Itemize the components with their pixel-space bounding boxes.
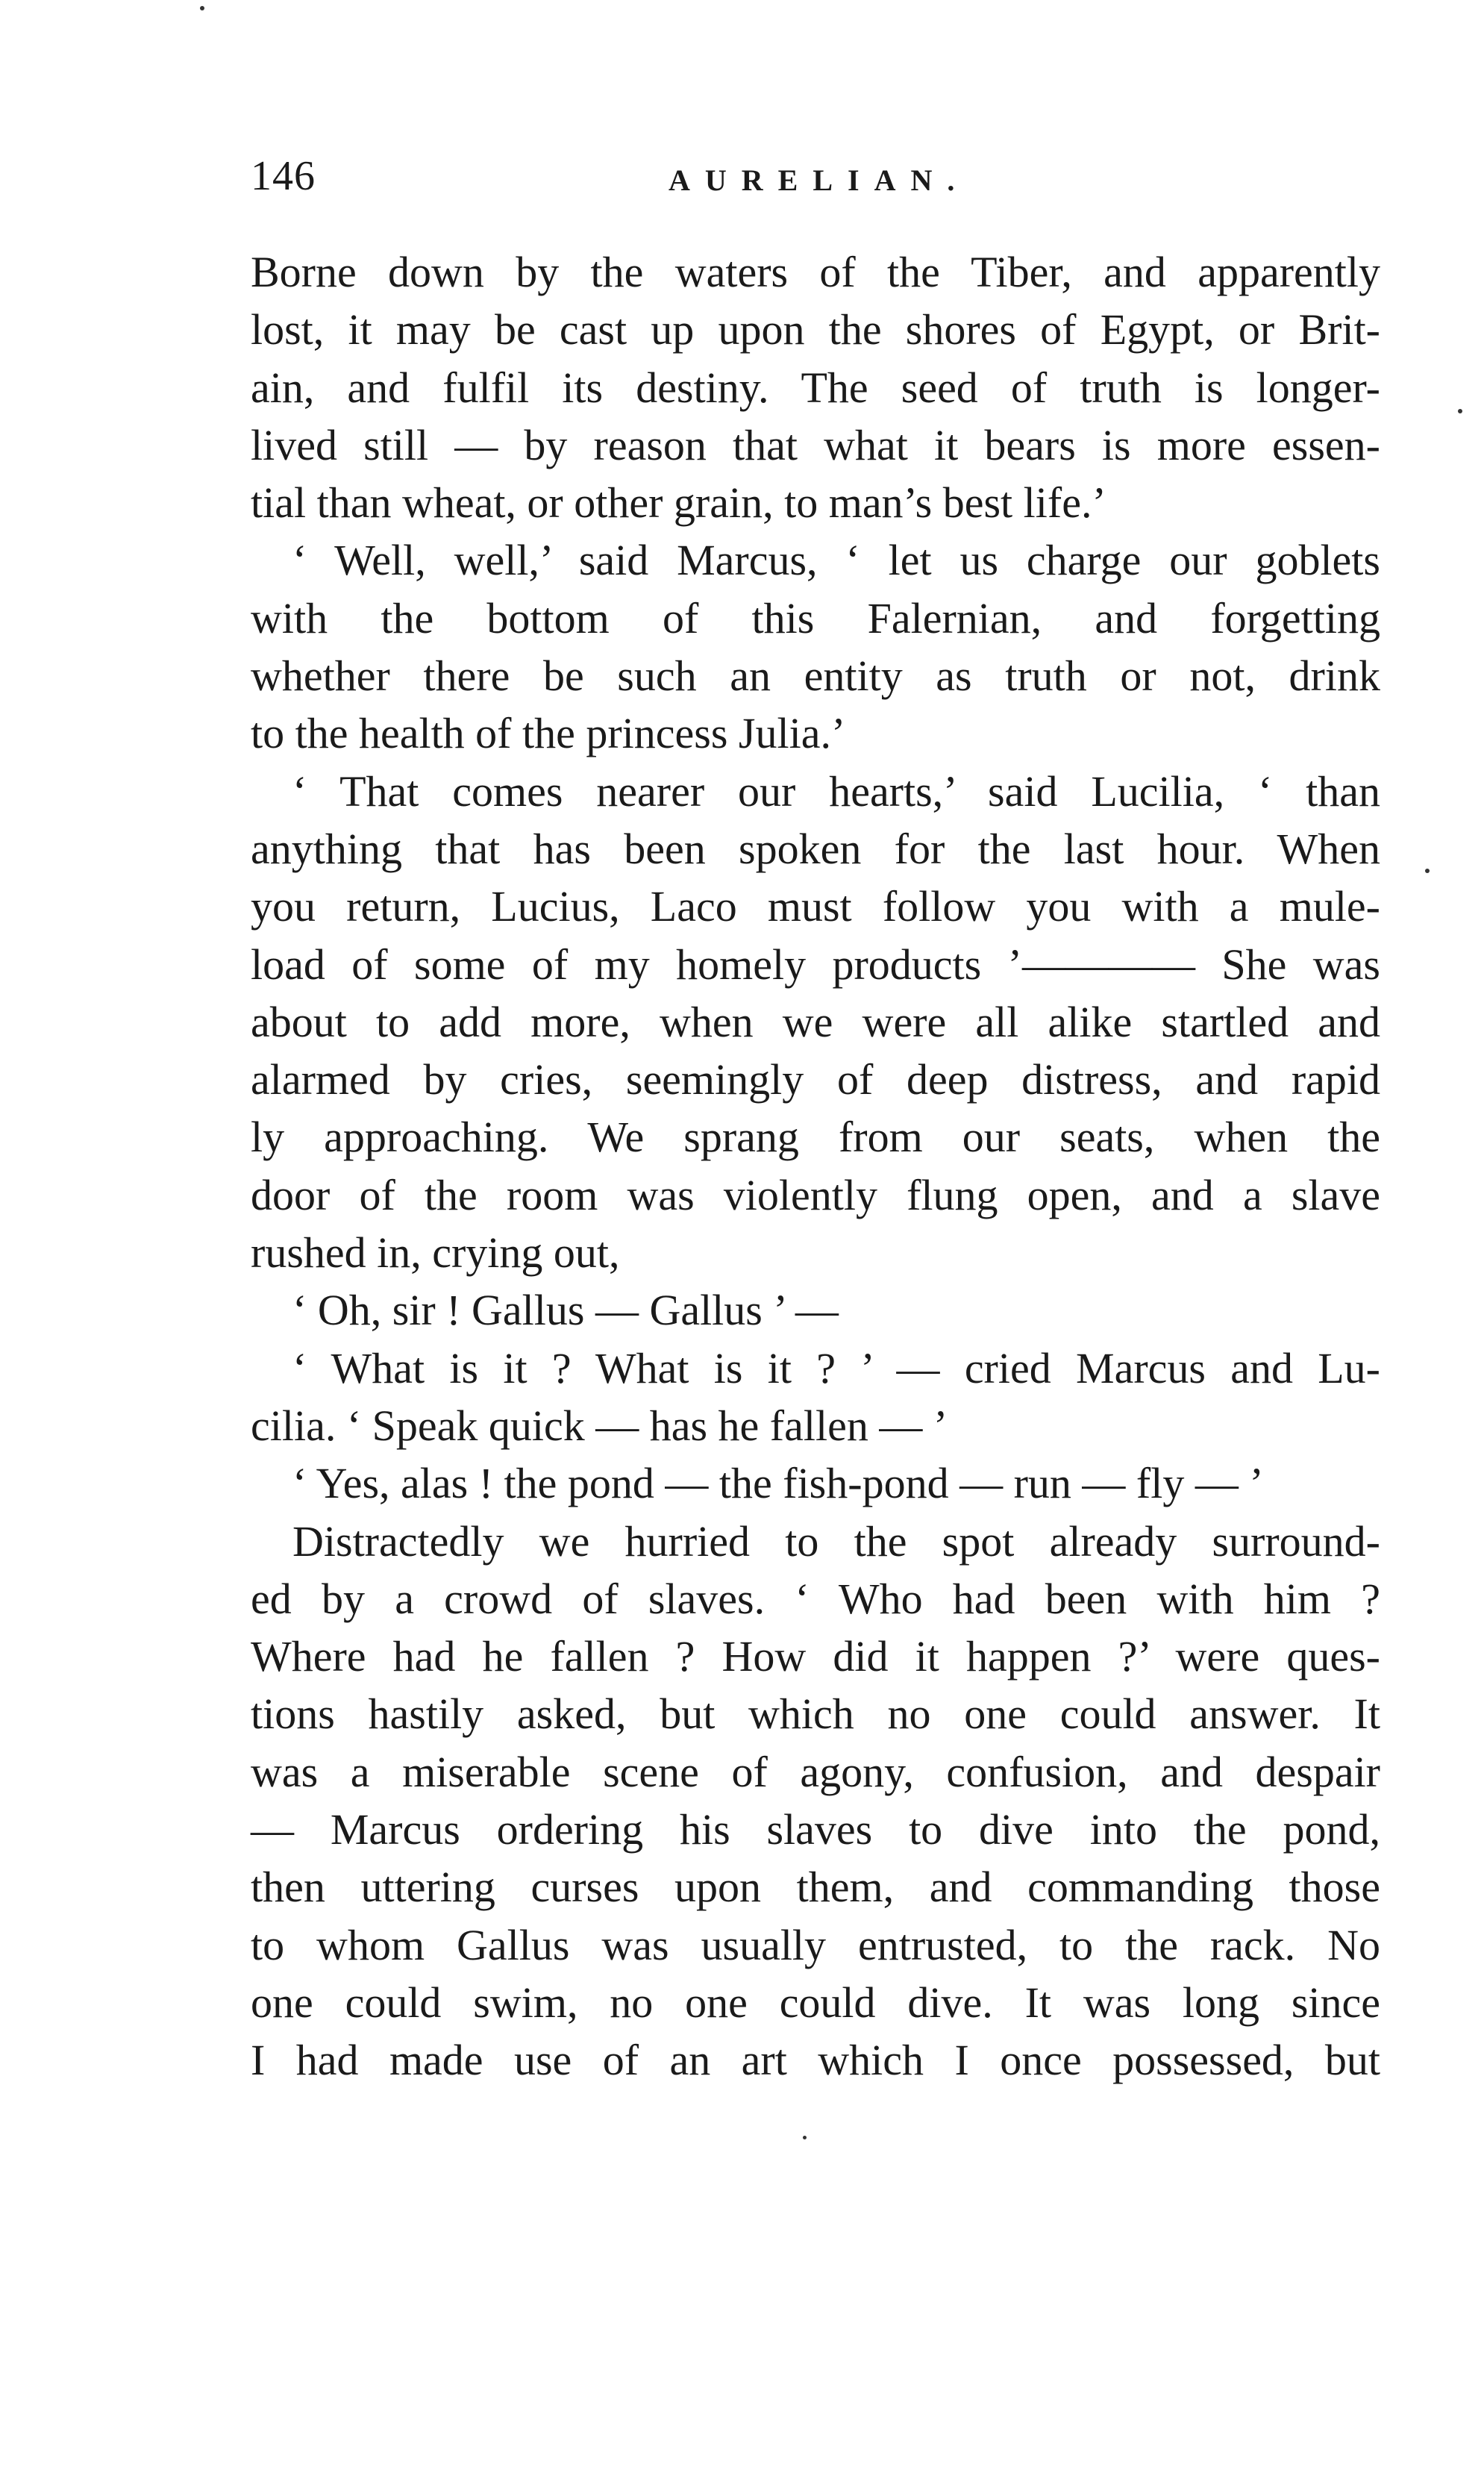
text-line: about to add more, when we were all alike startled and (251, 997, 1380, 1046)
text-line: lived still — by reason that what it bears is more essen- (251, 420, 1380, 469)
body-text (251, 243, 1380, 2089)
text-line: to the health of the princess Julia.’ (251, 709, 846, 758)
text-line: ‘ Oh, sir ! Gallus — Gallus ’ — (292, 1286, 839, 1335)
text-line: anything that has been spoken for the last hour. When (251, 824, 1380, 873)
text-line: ‘ What is it ? What is it ? ’ — cried Marcus and Lu- (292, 1343, 1380, 1392)
text-line: ain, and fulfil its destiny. The seed of truth is longer- (251, 363, 1380, 412)
text-line: one could swim, no one could dive. It was long since (251, 1978, 1380, 2027)
scan-speck (200, 6, 204, 10)
text-line: alarmed by cries, seemingly of deep distress, and rapid (251, 1055, 1380, 1104)
text-line: tial than wheat, or other grain, to man’s best life.’ (251, 478, 1106, 528)
scan-speck (1458, 409, 1462, 413)
text-line: ‘ Yes, alas ! the pond — the fish-pond — run — fly — ’ (292, 1459, 1264, 1508)
text-line: whether there be such an entity as truth or not, drink (251, 651, 1380, 701)
text-line: Distractedly we hurried to the spot already surround- (292, 1516, 1380, 1566)
text-line: rushed in, crying out, (251, 1228, 620, 1278)
text-line: you return, Lucius, Laco must follow you with a mule- (251, 882, 1380, 931)
text-line: Where had he fallen ? How did it happen ?’ were ques- (251, 1632, 1380, 1681)
text-line: was a miserable scene of agony, confusion, and despair (251, 1747, 1380, 1796)
text-line: ‘ That comes nearer our hearts,’ said Lucilia, ‘ than (292, 766, 1380, 816)
scan-speck (1425, 869, 1430, 873)
text-line: to whom Gallus was usually entrusted, to the rack. No (251, 1920, 1380, 1969)
text-line: load of some of my homely products ’———— She was (251, 940, 1380, 989)
text-line: Borne down by the waters of the Tiber, and apparently (251, 248, 1380, 296)
page-header (251, 146, 1392, 206)
text-line: ‘ Well, well,’ said Marcus, ‘ let us charge our goblets (292, 536, 1380, 585)
text-line: ly approaching. We sprang from our seats, when the (251, 1113, 1380, 1162)
text-line: I had made use of an art which I once possessed, but (251, 2036, 1380, 2085)
running-head: AURELIAN. (669, 163, 970, 197)
page-number: 146 (251, 153, 316, 199)
text-line: tions hastily asked, but which no one could answer. It (251, 1689, 1380, 1739)
text-line: — Marcus ordering his slaves to dive into the pond, (251, 1805, 1380, 1854)
text-line: with the bottom of this Falernian, and forgetting (251, 593, 1380, 643)
text-line: cilia. ‘ Speak quick — has he fallen — ’ (251, 1401, 948, 1450)
text-line: ed by a crowd of slaves. ‘ Who had been with him ? (251, 1574, 1380, 1623)
text-line: door of the room was violently flung open, and a slave (251, 1170, 1380, 1219)
text-line: lost, it may be cast up upon the shores of Egypt, or Brit- (251, 305, 1380, 354)
text-line: then uttering curses upon them, and commanding those (251, 1863, 1380, 1912)
scan-speck (803, 2136, 807, 2139)
